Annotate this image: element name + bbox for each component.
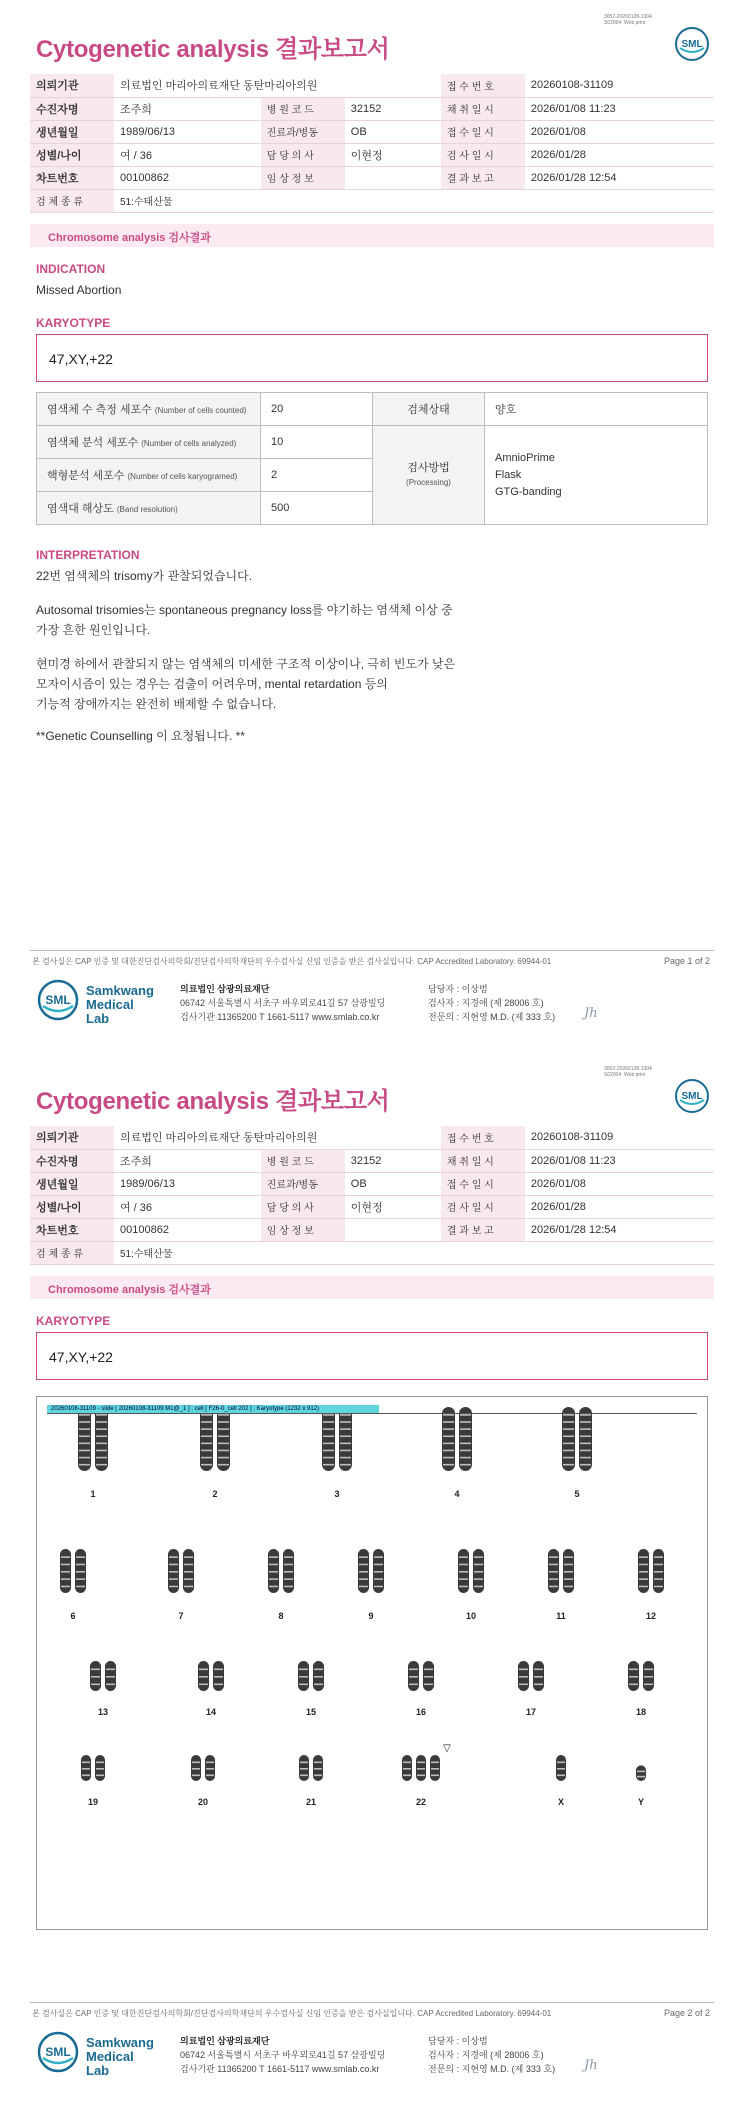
chromosome-12: [638, 1549, 649, 1593]
chromosome-11: [548, 1549, 559, 1593]
chromosome-label-20: 20: [197, 1797, 209, 1807]
chromosome-3: [339, 1407, 352, 1471]
hospital-code-value: 32152: [345, 97, 441, 120]
collect-date-value: 2026/01/08 11:23: [525, 1149, 714, 1172]
specimen-value: 51:수태산물: [114, 1241, 714, 1264]
chart-no-label: 차트번호: [30, 166, 114, 189]
cells-karyo-value: 2: [261, 459, 373, 492]
interpretation-line-3: 가장 흔한 원인입니다.: [36, 623, 151, 637]
karyotype-value: 47,XY,+22: [49, 1349, 113, 1365]
dept-value: OB: [345, 1172, 441, 1195]
cells-counted-label: 염색체 수 측정 세포수 (Number of cells counted): [37, 393, 261, 426]
svg-text:SML: SML: [681, 1091, 703, 1102]
chromosome-label-11: 11: [556, 1611, 566, 1621]
method-label: 검사방법 (Processing): [373, 426, 485, 525]
institution-label: 의뢰기관: [30, 1126, 114, 1149]
interpretation-line-2: Autosomal trisomies는 spontaneous pregnancy loss를 야기하는 염색체 이상 중: [36, 603, 453, 617]
interpretation-line-6: 기능적 장애까지는 완전히 배제할 수 없습니다.: [36, 697, 277, 711]
doctor-value: 이현정: [345, 143, 441, 166]
chromosome-label-16: 16: [415, 1707, 427, 1717]
chromosome-14: [213, 1661, 224, 1691]
chromosome-label-21: 21: [305, 1797, 317, 1807]
trisomy-marker-icon: ▽: [443, 1743, 451, 1754]
report-date-value: 2026/01/28 12:54: [525, 166, 714, 189]
hospital-code-label: 병 원 코 드: [261, 97, 345, 120]
sex-age-value: 여 / 36: [114, 143, 261, 166]
chromosome-label-14: 14: [205, 1707, 217, 1717]
chromosome-label-15: 15: [305, 1707, 317, 1717]
signature: Jh: [584, 2058, 598, 2073]
chromosome-17: [518, 1661, 529, 1691]
institution-value: 의료법인 마리아의료재단 동탄마리아의원: [114, 1126, 441, 1149]
karyotype-value: 47,XY,+22: [49, 351, 113, 367]
chromosome-16: [408, 1661, 419, 1691]
chromosome-21: [313, 1755, 323, 1781]
receipt-no-label: 접 수 번 호: [441, 1126, 525, 1149]
karyogram-header: 20260108-31109 - slide [ 20260108-31109 M1@_1 ] : cell [ F26-0_cell 202 ] : Karyotype (1232 x 912): [47, 1405, 379, 1413]
karyotype-box: [36, 334, 708, 382]
page-title: Cytogenetic analysis 결과보고서: [36, 1088, 390, 1115]
chromosome-Y: [636, 1765, 646, 1781]
chromosome-3: [322, 1407, 335, 1471]
chromosome-8: [268, 1549, 279, 1593]
chromosome-X: [556, 1755, 566, 1781]
chromosome-label-7: 7: [178, 1611, 184, 1621]
band-label: 염색대 해상도 (Band resolution): [37, 492, 261, 525]
karyotype-heading: KARYOTYPE: [36, 1314, 111, 1328]
chromosome-22: [402, 1755, 412, 1781]
signature: Jh: [584, 1006, 598, 1021]
institution-label: 의뢰기관: [30, 74, 114, 97]
report-date-label: 결 과 보 고: [441, 1218, 525, 1241]
chromosome-13: [105, 1661, 116, 1691]
dept-value: OB: [345, 120, 441, 143]
dept-label: 진료과/병동: [261, 1172, 345, 1195]
hospital-code-label: 병 원 코 드: [261, 1149, 345, 1172]
interpretation-line-5: 모자이시즘이 있는 경우는 검출이 어려우며, mental retardation 등의: [36, 677, 388, 691]
chromosome-5: [579, 1407, 592, 1471]
receipt-date-label: 접 수 일 시: [441, 1172, 525, 1195]
chromosome-10: [473, 1549, 484, 1593]
chromosome-label-13: 13: [97, 1707, 109, 1717]
chromosome-15: [298, 1661, 309, 1691]
page-number: Page 2 of 2: [663, 2008, 710, 2018]
report-date-value: 2026/01/28 12:54: [525, 1218, 714, 1241]
specimen-status-value: 양호: [485, 393, 708, 426]
chromosome-9: [358, 1549, 369, 1593]
staff-info: 담당자 : 이상범 검사자 : 지경애 (제 28006 호) 전문의 : 지현영 M.D. (제 333 호): [428, 2036, 556, 2074]
clinical-value: [345, 166, 441, 189]
cells-analyzed-label: 염색체 분석 세포수 (Number of cells analyzed): [37, 426, 261, 459]
patient-label: 수진자명: [30, 97, 114, 120]
clinical-label: 임 상 정 보: [261, 1218, 345, 1241]
interpretation-line-4: 현미경 하에서 관찰되지 않는 염색체의 미세한 구조적 이상이나, 극히 빈도가 낮은: [36, 657, 456, 671]
clinical-label: 임 상 정 보: [261, 166, 345, 189]
svg-text:SML: SML: [45, 2045, 71, 2059]
chromosome-17: [533, 1661, 544, 1691]
chromosome-label-3: 3: [334, 1489, 340, 1499]
report-date-label: 결 과 보 고: [441, 166, 525, 189]
chromosome-label-17: 17: [525, 1707, 537, 1717]
report-page-2: [0, 1052, 744, 2104]
dob-label: 생년월일: [30, 120, 114, 143]
chromosome-20: [191, 1755, 201, 1781]
interpretation-line-7: **Genetic Counselling 이 요청됩니다. **: [36, 729, 245, 743]
test-date-value: 2026/01/28: [525, 1195, 714, 1218]
dob-value: 1989/06/13: [114, 1172, 261, 1195]
cells-analyzed-value: 10: [261, 426, 373, 459]
doctor-label: 담 당 의 사: [261, 1195, 345, 1218]
chromosome-label-4: 4: [454, 1489, 460, 1499]
chromosome-label-9: 9: [368, 1611, 374, 1621]
cells-counted-value: 20: [261, 393, 373, 426]
chromosome-16: [423, 1661, 434, 1691]
collect-date-value: 2026/01/08 11:23: [525, 97, 714, 120]
chart-no-value: 00100862: [114, 166, 261, 189]
chromosome-label-X: X: [557, 1797, 565, 1807]
patient-info-table: [30, 1126, 714, 1265]
chromosome-7: [183, 1549, 194, 1593]
page-title: Cytogenetic analysis 결과보고서: [36, 36, 390, 63]
chromosome-label-19: 19: [87, 1797, 99, 1807]
sex-age-label: 성별/나이: [30, 143, 114, 166]
chromosome-label-5: 5: [574, 1489, 580, 1499]
karyotype-heading: KARYOTYPE: [36, 316, 111, 330]
band-value: 500: [261, 492, 373, 525]
chart-no-value: 00100862: [114, 1218, 261, 1241]
chromosome-20: [205, 1755, 215, 1781]
karyogram-chromosomes: [37, 1397, 709, 1931]
section-header: Chromosome analysis 검사결과: [30, 1276, 714, 1299]
chromosome-label-2: 2: [212, 1489, 218, 1499]
chromosome-22: [430, 1755, 440, 1781]
samkwang-logo: SML Samkwang Medical Lab: [36, 978, 156, 1022]
section-header: Chromosome analysis 검사결과: [30, 224, 714, 247]
dept-label: 진료과/병동: [261, 120, 345, 143]
chromosome-label-6: 6: [70, 1611, 76, 1621]
chromosome-1: [78, 1407, 91, 1471]
results-table: [36, 392, 708, 525]
page-number: Page 1 of 2: [663, 956, 710, 966]
chromosome-5: [562, 1407, 575, 1471]
clinical-value: [345, 1218, 441, 1241]
chromosome-label-1: 1: [90, 1489, 96, 1499]
chromosome-15: [313, 1661, 324, 1691]
chromosome-19: [95, 1755, 105, 1781]
karyotype-box: [36, 1332, 708, 1380]
test-date-value: 2026/01/28: [525, 143, 714, 166]
indication-text: Missed Abortion: [36, 283, 122, 297]
interpretation-heading: INTERPRETATION: [36, 548, 140, 562]
patient-value: 조주희: [114, 1149, 261, 1172]
org-info: 의료법인 삼광의료재단 06742 서울특별시 서초구 바우뫼로41길 57 삼광빌딩 검사기관 11365200 T 1661-5117 www.smlab.co.kr: [180, 2036, 386, 2074]
hospital-code-value: 32152: [345, 1149, 441, 1172]
test-date-label: 검 사 일 시: [441, 143, 525, 166]
indication-heading: INDICATION: [36, 262, 106, 276]
patient-value: 조주희: [114, 97, 261, 120]
chromosome-13: [90, 1661, 101, 1691]
interpretation-line-1: 22번 염색체의 trisomy가 관찰되었습니다.: [36, 569, 253, 583]
chromosome-12: [653, 1549, 664, 1593]
dob-label: 생년월일: [30, 1172, 114, 1195]
chromosome-label-8: 8: [278, 1611, 284, 1621]
chromosome-label-10: 10: [465, 1611, 477, 1621]
institution-value: 의료법인 마리아의료재단 동탄마리아의원: [114, 74, 441, 97]
chromosome-18: [643, 1661, 654, 1691]
chromosome-6: [75, 1549, 86, 1593]
receipt-date-value: 2026/01/08: [525, 1172, 714, 1195]
test-date-label: 검 사 일 시: [441, 1195, 525, 1218]
chromosome-18: [628, 1661, 639, 1691]
chromosome-11: [563, 1549, 574, 1593]
dob-value: 1989/06/13: [114, 120, 261, 143]
chromosome-2: [217, 1407, 230, 1471]
chromosome-8: [283, 1549, 294, 1593]
receipt-no-value: 20260108-31109: [525, 1126, 714, 1149]
chromosome-6: [60, 1549, 71, 1593]
chromosome-1: [95, 1407, 108, 1471]
karyogram-rule: [47, 1413, 697, 1414]
specimen-label: 검 체 종 류: [30, 1241, 114, 1264]
svg-text:SML: SML: [45, 993, 71, 1007]
karyogram-image: [36, 1396, 708, 1930]
chromosome-7: [168, 1549, 179, 1593]
meta-code: 3052-20260128-1304 S02004 Web print: [604, 14, 652, 26]
staff-info: 담당자 : 이상범 검사자 : 지경애 (제 28006 호) 전문의 : 지현영 M.D. (제 333 호): [428, 984, 556, 1022]
receipt-date-label: 접 수 일 시: [441, 120, 525, 143]
patient-info-table: [30, 74, 714, 213]
specimen-value: 51:수태산물: [114, 189, 714, 212]
receipt-no-value: 20260108-31109: [525, 74, 714, 97]
chromosome-10: [458, 1549, 469, 1593]
specimen-label: 검 체 종 류: [30, 189, 114, 212]
chromosome-label-18: 18: [635, 1707, 647, 1717]
chromosome-19: [81, 1755, 91, 1781]
chromosome-4: [442, 1407, 455, 1471]
footer-divider: [30, 950, 714, 951]
patient-label: 수진자명: [30, 1149, 114, 1172]
chromosome-4: [459, 1407, 472, 1471]
specimen-status-label: 검체상태: [373, 393, 485, 426]
doctor-value: 이현정: [345, 1195, 441, 1218]
receipt-no-label: 접 수 번 호: [441, 74, 525, 97]
chromosome-22: [416, 1755, 426, 1781]
sex-age-label: 성별/나이: [30, 1195, 114, 1218]
chromosome-label-Y: Y: [637, 1797, 645, 1807]
chromosome-2: [200, 1407, 213, 1471]
footer-divider: [30, 2002, 714, 2003]
cells-karyo-label: 핵형분석 세포수 (Number of cells karyogramed): [37, 459, 261, 492]
chromosome-14: [198, 1661, 209, 1691]
chromosome-9: [373, 1549, 384, 1593]
chromosome-label-12: 12: [645, 1611, 657, 1621]
sml-logo: [674, 26, 710, 62]
chromosome-label-22: 22: [415, 1797, 427, 1807]
meta-code: 3052-20260128-1304 S02004 Web print: [604, 1066, 652, 1078]
sml-logo: [674, 1078, 710, 1114]
org-info: 의료법인 삼광의료재단 06742 서울특별시 서초구 바우뫼로41길 57 삼광빌딩 검사기관 11365200 T 1661-5117 www.smlab.co.kr: [180, 984, 386, 1022]
samkwang-logo: SML Samkwang Medical Lab: [36, 2030, 156, 2074]
chromosome-21: [299, 1755, 309, 1781]
svg-text:SML: SML: [681, 39, 703, 50]
collect-date-label: 채 취 일 시: [441, 97, 525, 120]
method-list: AmnioPrime Flask GTG-banding: [485, 426, 708, 525]
receipt-date-value: 2026/01/08: [525, 120, 714, 143]
doctor-label: 담 당 의 사: [261, 143, 345, 166]
collect-date-label: 채 취 일 시: [441, 1149, 525, 1172]
footer-note: 본 검사실은 CAP 인증 및 대한진단검사의학회/진단검사의학재단의 우수검사실 신임 인증을 받은 검사실입니다. CAP Accredited Laboratory. 69944-01: [32, 2009, 552, 2018]
footer-note: 본 검사실은 CAP 인증 및 대한진단검사의학회/진단검사의학재단의 우수검사실 신임 인증을 받은 검사실입니다. CAP Accredited Laboratory. 69944-01: [32, 957, 552, 966]
sex-age-value: 여 / 36: [114, 1195, 261, 1218]
chart-no-label: 차트번호: [30, 1218, 114, 1241]
